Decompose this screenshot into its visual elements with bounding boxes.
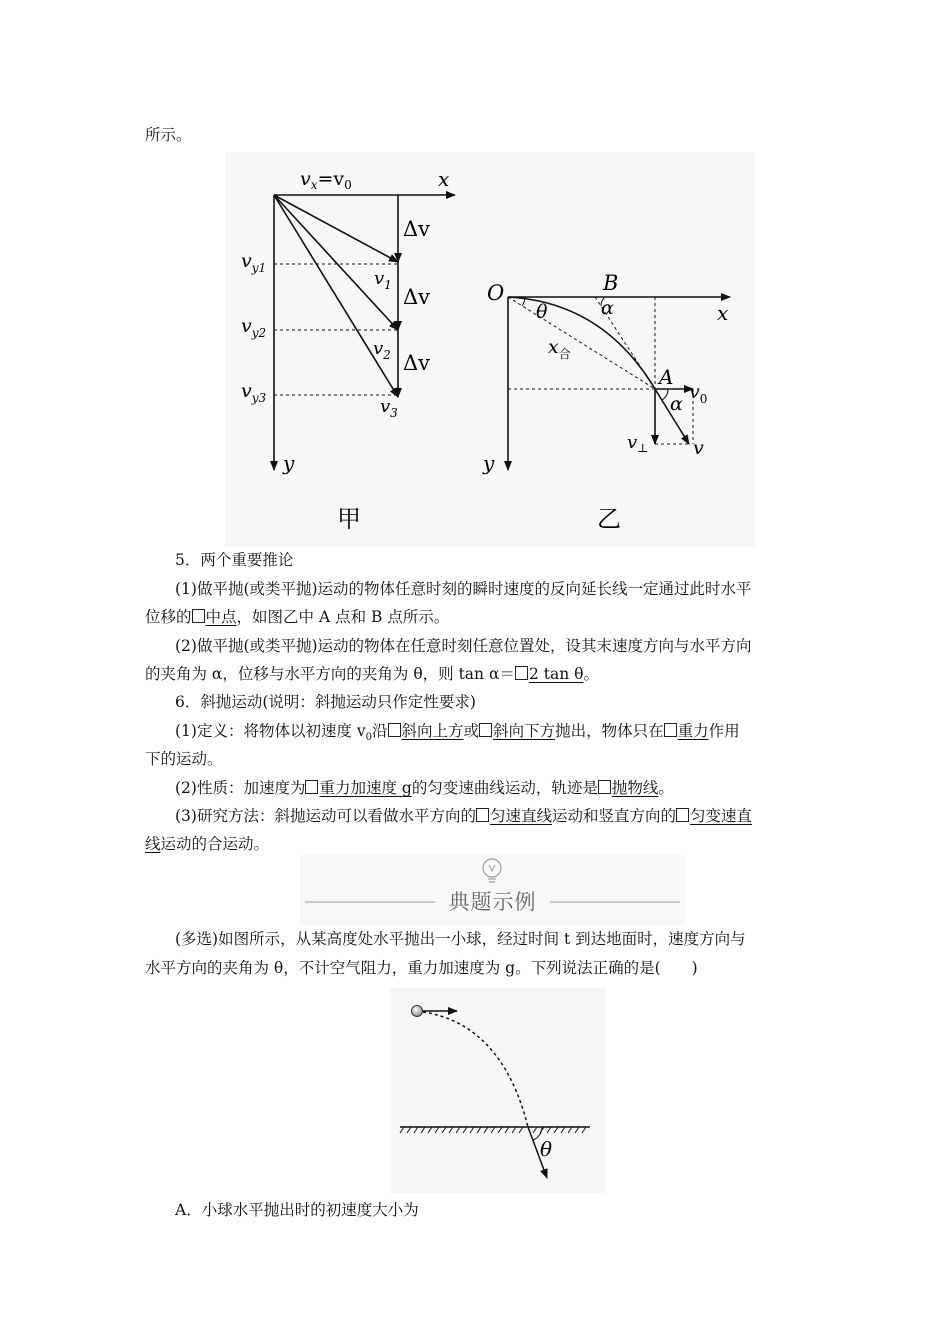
answer-parabola: 抛物线 bbox=[598, 779, 659, 797]
jia-vy1-label: $v_{y1}$ bbox=[241, 250, 267, 275]
jia-vy2-label: $v_{y2}$ bbox=[241, 315, 267, 340]
section5-p2-line1: (2)做平抛(或类平抛)运动的物体在任意时刻任意位置处，设其末速度方向与水平方向 bbox=[175, 637, 752, 655]
ball bbox=[412, 1006, 423, 1017]
theta-label: θ bbox=[540, 1137, 553, 1161]
yi-theta-label: θ bbox=[536, 301, 548, 323]
yi-alpha-a-label: α bbox=[670, 393, 683, 415]
option-a: A．小球水平抛出时的初速度大小为 bbox=[175, 1201, 419, 1219]
answer-gravity: 重力 bbox=[664, 722, 709, 740]
yi-point-b-label: B bbox=[603, 271, 619, 295]
example-question-line1: (多选)如图所示，从某高度处水平抛出一小球，经过时间 t 到达地面时，速度方向与 bbox=[175, 930, 746, 948]
yi-vperp-label: $v_\perp$ bbox=[627, 432, 649, 455]
jia-vy3-label: $v_{y3}$ bbox=[241, 380, 267, 405]
intro-tail: 所示。 bbox=[145, 126, 192, 144]
section6-method-line1: (3)研究方法：斜抛运动可以看做水平方向的 匀速直线运动和竖直方向的 匀变速直 bbox=[175, 807, 753, 825]
section5-p1-line2: 位移的 中点，如图乙中 A 点和 B 点所示。 bbox=[145, 608, 450, 626]
jia-caption: 甲 bbox=[337, 505, 361, 533]
jia-v2-label: $v_2$ bbox=[373, 338, 391, 362]
jia-x-axis-label: x bbox=[438, 167, 450, 191]
jia-dv-label-1: Δv bbox=[403, 217, 431, 241]
yi-point-a-label: A bbox=[659, 365, 674, 389]
yi-x-axis-label: x bbox=[717, 301, 729, 325]
example-banner-title: 典题示例 bbox=[448, 890, 537, 914]
answer-uniformly-accelerated: 匀变速直 bbox=[676, 807, 752, 825]
section5-p1-line1: (1)做平抛(或类平抛)运动的物体任意时刻的瞬时速度的反向延长线一定通过此时水平 bbox=[175, 580, 752, 598]
answer-tan-relation: 2 tan θ bbox=[515, 665, 584, 683]
projectile-figure bbox=[390, 988, 606, 1193]
velocity-diagram-figure bbox=[225, 152, 755, 547]
yi-alpha-b-label: α bbox=[601, 297, 614, 319]
yi-x-he-label: $x_合$ bbox=[548, 336, 571, 361]
yi-y-axis-label: y bbox=[483, 451, 495, 475]
jia-v3-label: $v_3$ bbox=[380, 396, 398, 420]
section6-method-line2: 线运动的合运动。 bbox=[145, 835, 270, 853]
answer-oblique-down: 斜向下方 bbox=[479, 722, 555, 740]
jia-y-axis-label: y bbox=[283, 451, 295, 475]
section5-p2-line2: 的夹角为 α，位移与水平方向的夹角为 θ，则 tan α＝ 2 tan θ。 bbox=[145, 665, 599, 683]
jia-v1-label: $v_1$ bbox=[374, 268, 392, 292]
answer-gravity-acceleration: 重力加速度 g bbox=[305, 779, 411, 797]
yi-v-label: v bbox=[693, 437, 704, 459]
section6-nature: (2)性质：加速度为 重力加速度 g的匀变速曲线运动，轨迹是 抛物线。 bbox=[175, 779, 674, 797]
section5-heading: 5．两个重要推论 bbox=[175, 551, 294, 569]
yi-v0-label: $v_0$ bbox=[689, 381, 708, 406]
jia-vx-label: $v_x=v_0$ bbox=[300, 168, 352, 192]
yi-origin-label: O bbox=[487, 281, 505, 305]
answer-midpoint: 中点 bbox=[192, 608, 237, 626]
section6-heading: 6．斜抛运动(说明：斜抛运动只作定性要求) bbox=[175, 693, 476, 711]
example-question-line2: 水平方向的夹角为 θ，不计空气阻力，重力加速度为 g。下列说法正确的是( ) bbox=[145, 959, 698, 977]
example-banner bbox=[300, 855, 685, 925]
answer-uniform-linear: 匀速直线 bbox=[476, 807, 552, 825]
jia-dv-label-3: Δv bbox=[403, 351, 431, 375]
answer-oblique-up: 斜向上方 bbox=[388, 722, 464, 740]
section6-definition-line2: 下的运动。 bbox=[145, 750, 223, 768]
section6-definition-line1: (1)定义：将物体以初速度 $v_0$沿 斜向上方或 斜向下方抛出，物体只在 重力作用 bbox=[175, 722, 740, 744]
yi-caption: 乙 bbox=[597, 505, 621, 533]
jia-dv-label-2: Δv bbox=[403, 285, 431, 309]
